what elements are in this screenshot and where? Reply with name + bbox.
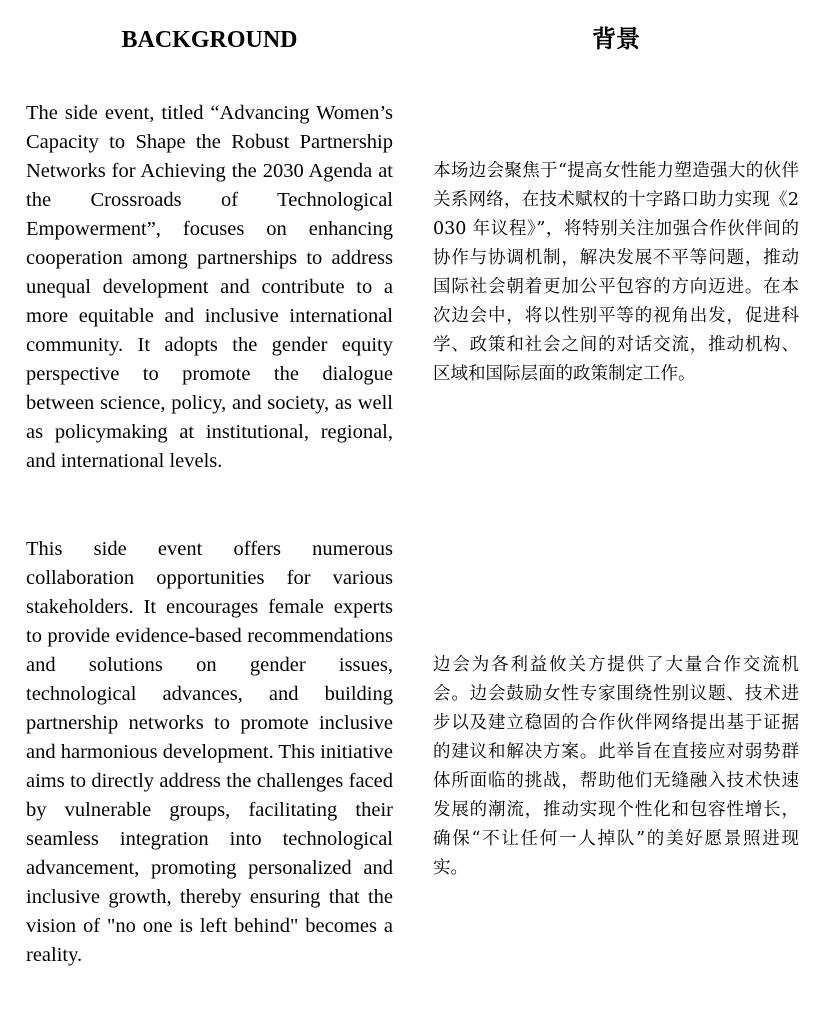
english-paragraph-1: The side event, titled “Advancing Women’s Capacity to Shape the Robust Partnership Networks for Achieving the 2030 Agenda at the Crossroads of Technological Empowerment”, focuses on enhancing cooperation among partnerships to address unequal development and contribute to a more equitable and inclusive international community. It adopts the gender equity perspective to promote the dialogue between science, policy, and society, as well as policymaking at institutional, regional, and international levels.: [26, 102, 393, 472]
heading-english: BACKGROUND: [121, 27, 298, 53]
heading-chinese: 背景: [592, 24, 640, 53]
chinese-paragraph-2: 边会为各利益攸关方提供了大量合作交流机会。边会鼓励女性专家围绕性别议题、技术进步以及建立稳固的合作伙伴网络提出基于证据的建议和解决方案。此举旨在直接应对弱势群体所面临的挑战，帮助他们无缝融入技术快速发展的潮流，推动实现个性化和包容性增长，确保“不让任何一人掉队”的美好愿景照进现实。: [433, 655, 799, 878]
chinese-paragraph-1: 本场边会聚焦于“提高女性能力塑造强大的伙伴关系网络，在技术赋权的十字路口助力实现《2030 年议程》”，将特别关注加强合作伙伴间的协作与协调机制，解决发展不平等问题，推动国际社会朝着更加公平包容的方向迈进。在本次边会中，将以性别平等的视角出发，促进科学、政策和社会之间的对话交流，推动机构、区域和国际层面的政策制定工作。: [433, 161, 799, 384]
english-paragraph-2: This side event offers numerous collaboration opportunities for various stakeholders. It encourages female experts to provide evidence-based recommendations and solutions on gender issues, technological advances, and building partnership networks to promote inclusive and harmonious development. This initiative aims to directly address the challenges faced by vulnerable groups, facilitating their seamless integration into technological advancement, promoting personalized and inclusive growth, thereby ensuring that the vision of "no one is left behind" becomes a reality.: [26, 538, 393, 966]
